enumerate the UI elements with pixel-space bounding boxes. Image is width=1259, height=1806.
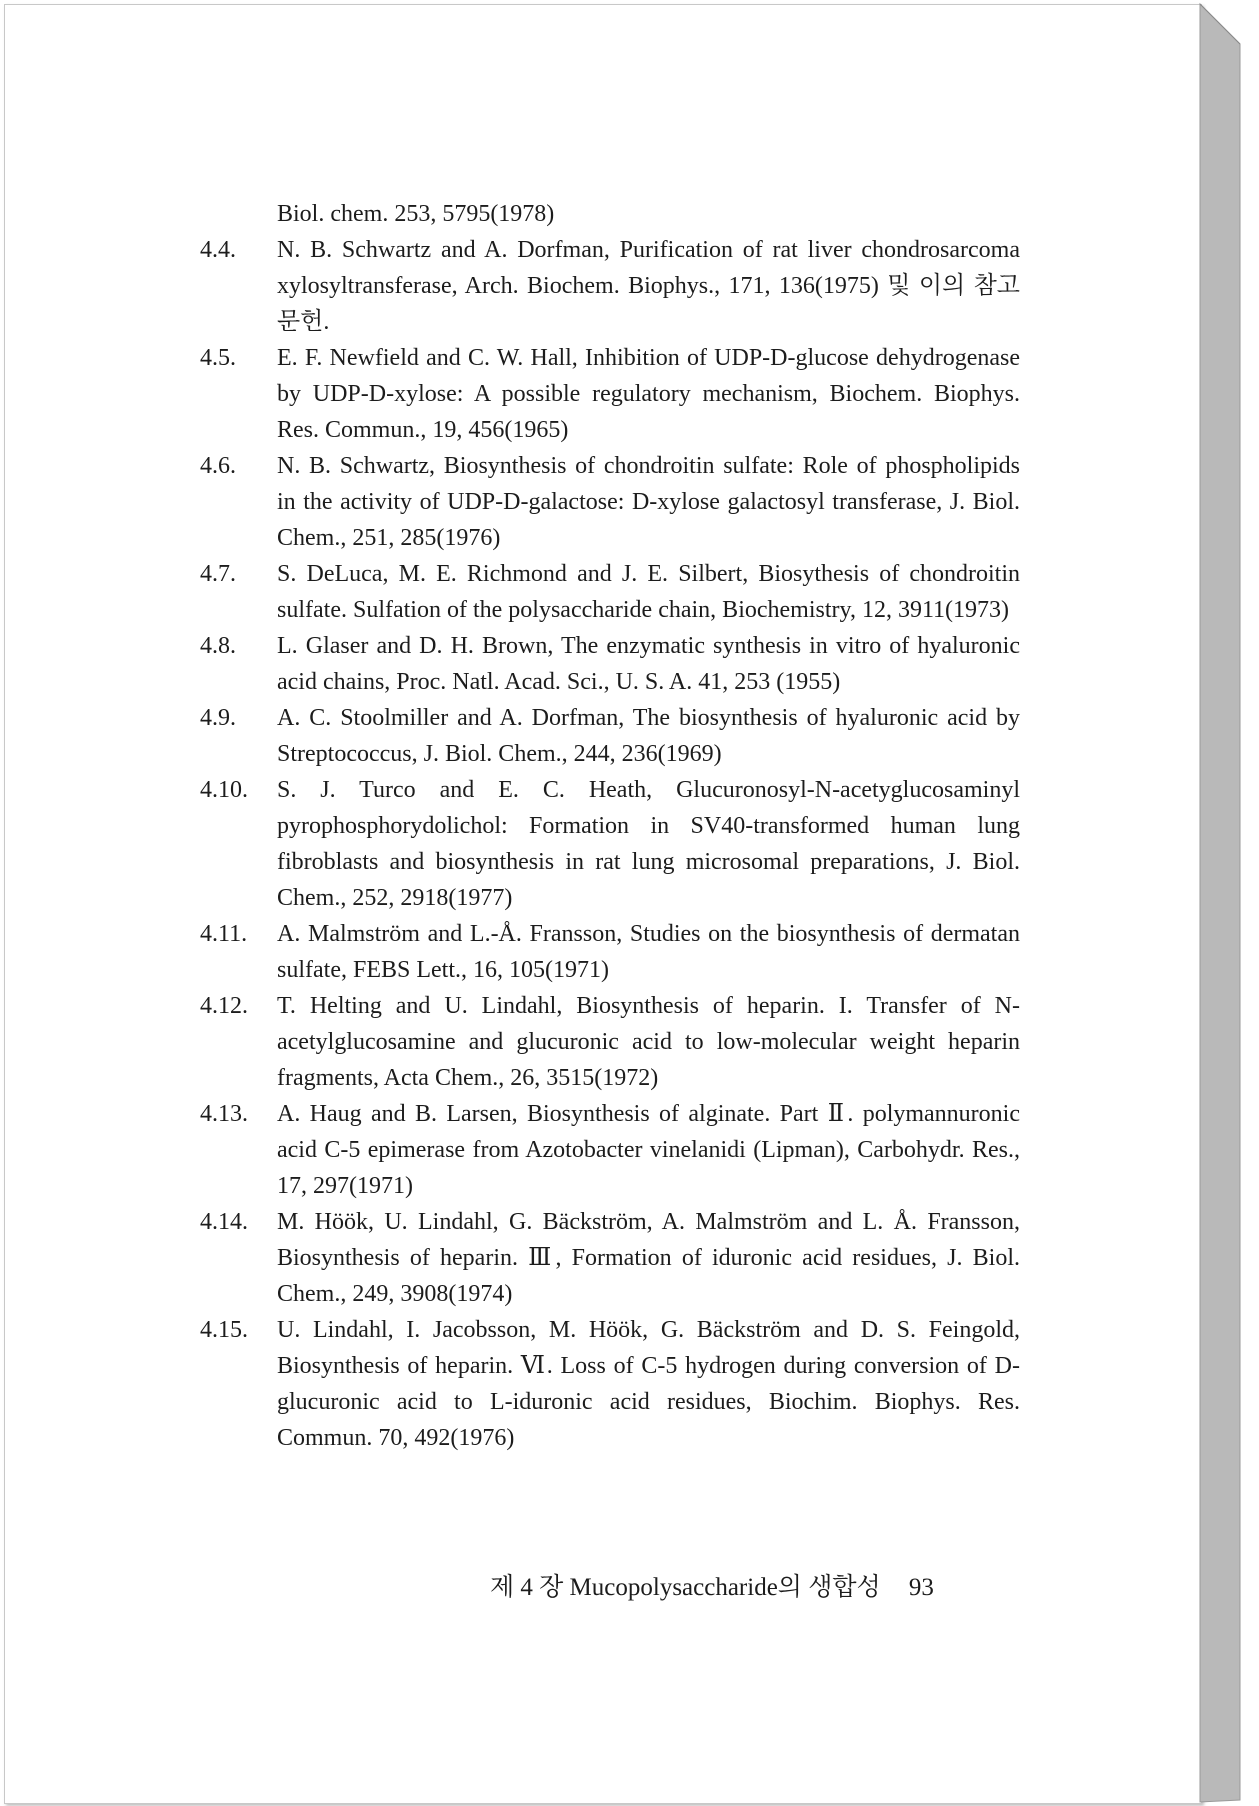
reference-number: 4.13. — [200, 1101, 248, 1127]
reference-text: L. Glaser and D. H. Brown, The enzymatic synthesis in vitro of hyaluronic acid chains, Proc. Natl. Acad. Sci., U. S. A. 41, 253 (1955) — [277, 633, 1020, 695]
reference-number: 4.6. — [200, 453, 236, 479]
reference-number: 4.4. — [200, 237, 236, 263]
reference-text: Biol. chem. 253, 5795(1978) — [277, 201, 555, 227]
reference-entry — [200, 1096, 1020, 1204]
reference-text: A. Haug and B. Larsen, Biosynthesis of alginate. Part Ⅱ. polymannuronic acid C-5 epimerase from Azotobacter vinelanidi (Lipman), Carbohydr. Res., 17, 297(1971) — [277, 1101, 1020, 1199]
reference-text: S. DeLuca, M. E. Richmond and J. E. Silbert, Biosythesis of chondroitin sulfate. Sulfation of the polysaccharide chain, Biochemistry, 12, 3911(1973) — [277, 561, 1020, 623]
reference-entry — [200, 700, 1020, 772]
reference-number: 4.8. — [200, 633, 236, 659]
reference-text: U. Lindahl, I. Jacobsson, M. Höök, G. Bäckström and D. S. Feingold, Biosynthesis of heparin. Ⅵ. Loss of C-5 hydrogen during conversion of D-glucuronic acid to L-iduronic acid residues, Biochim. Biophys. Res. Commun. 70, 492(1976) — [277, 1317, 1020, 1451]
reference-text: S. J. Turco and E. C. Heath, Glucuronosyl-N-acetyglucosaminyl pyrophosphorydolichol: Formation in SV40-transformed human lung fibroblasts and biosynthesis in rat lung microsomal preparations, J. Biol. Chem., 252, 2918(1977) — [277, 777, 1020, 911]
reference-number: 4.10. — [200, 777, 248, 803]
reference-entry — [200, 556, 1020, 628]
reference-entry — [200, 916, 1020, 988]
reference-number: 4.5. — [200, 345, 236, 371]
reference-list — [200, 196, 1020, 1456]
reference-number: 4.7. — [200, 561, 236, 587]
reference-text: N. B. Schwartz and A. Dorfman, Purification of rat liver chondrosarcoma xylosyltransferase, Arch. Biochem. Biophys., 171, 136(1975) 및 이의 참고문헌. — [277, 237, 1020, 335]
reference-entry — [200, 1204, 1020, 1312]
reference-entry — [200, 1312, 1020, 1456]
reference-text: N. B. Schwartz, Biosynthesis of chondroitin sulfate: Role of phospholipids in the activity of UDP-D-galactose: D-xylose galactosyl transferase, J. Biol. Chem., 251, 285(1976) — [277, 453, 1020, 551]
reference-number: 4.14. — [200, 1209, 248, 1235]
reference-entry — [200, 628, 1020, 700]
reference-text: A. Malmström and L.-Å. Fransson, Studies on the biosynthesis of dermatan sulfate, FEBS Lett., 16, 105(1971) — [277, 921, 1020, 983]
reference-entry — [200, 340, 1020, 448]
reference-text: E. F. Newfield and C. W. Hall, Inhibition of UDP-D-glucose dehydrogenase by UDP-D-xylose: A possible regulatory mechanism, Biochem. Biophys. Res. Commun., 19, 456(1965) — [277, 345, 1020, 443]
reference-number: 4.12. — [200, 993, 248, 1019]
reference-entry-continued — [200, 196, 1020, 232]
page-footer — [490, 1570, 934, 1606]
reference-entry — [200, 988, 1020, 1096]
chapter-title: 제 4 장 Mucopolysaccharide의 생합성 — [490, 1574, 881, 1601]
reference-text: T. Helting and U. Lindahl, Biosynthesis of heparin. I. Transfer of N-acetylglucosamine and glucuronic acid to low-molecular weight heparin fragments, Acta Chem., 26, 3515(1972) — [277, 993, 1020, 1091]
reference-number: 4.9. — [200, 705, 236, 731]
reference-text: A. C. Stoolmiller and A. Dorfman, The biosynthesis of hyaluronic acid by Streptococcus, J. Biol. Chem., 244, 236(1969) — [277, 705, 1020, 767]
reference-entry — [200, 448, 1020, 556]
page-number: 93 — [908, 1574, 934, 1601]
reference-entry — [200, 772, 1020, 916]
reference-number: 4.15. — [200, 1317, 248, 1343]
reference-number: 4.11. — [200, 921, 248, 947]
reference-text: M. Höök, U. Lindahl, G. Bäckström, A. Malmström and L. Å. Fransson, Biosynthesis of heparin. Ⅲ, Formation of iduronic acid residues, J. Biol. Chem., 249, 3908(1974) — [277, 1209, 1020, 1307]
reference-entry — [200, 232, 1020, 340]
